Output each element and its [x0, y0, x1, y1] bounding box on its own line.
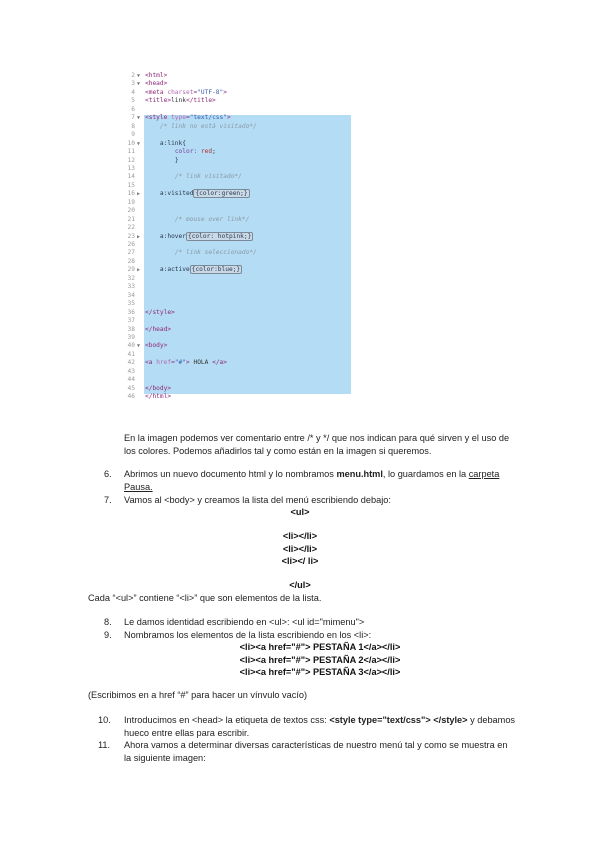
line-number: 44	[127, 376, 135, 384]
code-token: href	[156, 359, 172, 367]
code-token: a:link{	[159, 139, 186, 147]
item-6-link-pausa[interactable]: Pausa.	[124, 481, 153, 492]
line-number: 9	[131, 131, 135, 139]
line-number: 37	[127, 317, 135, 325]
line-number: 12	[127, 156, 135, 164]
code-text	[145, 72, 167, 80]
code-token: =	[193, 88, 198, 96]
code-token: {color:blue;}	[191, 266, 241, 274]
code-ul-open: <ul>	[290, 507, 310, 517]
code-token	[145, 249, 175, 256]
item-10-text-b: y debamos	[467, 715, 516, 725]
code-token: type	[171, 114, 186, 122]
line-number: 28	[127, 257, 135, 265]
code-token	[145, 173, 175, 180]
code-token: </style>	[145, 308, 175, 316]
line-number: 6	[131, 105, 135, 113]
line-number: 5	[131, 97, 135, 105]
line-number: 36	[127, 308, 135, 316]
line-number: 34	[127, 291, 135, 299]
code-token: <a	[145, 359, 157, 367]
code-token: charset	[167, 88, 194, 96]
code-token: {color:green;}	[195, 190, 248, 198]
code-text	[145, 249, 257, 257]
line-number: 15	[127, 181, 135, 189]
line-number: 45	[127, 384, 135, 392]
code-token: a:active	[159, 266, 190, 274]
item-9-text: Nombramos los elementos de la lista escribiendo en los <li>:	[124, 629, 372, 640]
line-number: 32	[127, 274, 135, 282]
code-token: </body>	[145, 384, 172, 392]
code-token: ;	[212, 148, 216, 156]
item-11-text: Ahora vamos a determinar diversas características de nuestro menú tal y como se muestra en	[124, 740, 508, 750]
code-token: =	[185, 114, 190, 122]
code-token	[145, 148, 175, 155]
code-text	[145, 173, 242, 181]
fold-open-icon: ▼	[137, 81, 141, 88]
code-text	[145, 190, 250, 198]
line-number: 39	[127, 333, 135, 341]
item-6-link-carpeta[interactable]: carpeta	[468, 469, 500, 479]
line-number: 13	[127, 164, 135, 172]
code-token: /* link seleccionado*/	[174, 249, 257, 257]
item-10-text-line-2: hueco entre ellas para escribir.	[124, 727, 250, 738]
code-token: "UTF-8"	[197, 88, 224, 96]
code-token	[145, 140, 160, 147]
code-li-3: <li></ li>	[281, 556, 319, 566]
item-10-text	[124, 714, 515, 727]
line-number: 27	[127, 249, 135, 257]
code-token	[145, 266, 160, 273]
item-9-number: 9.	[104, 629, 112, 640]
item-10-text-a: Introducimos en <head> la etiqueta de textos css:	[124, 715, 330, 725]
line-number: 29	[127, 266, 135, 274]
line-number: 26	[127, 241, 135, 248]
line-number: 43	[127, 367, 135, 375]
code-text	[145, 385, 171, 393]
code-token: HOLA	[189, 359, 213, 367]
line-number: 16	[127, 190, 135, 198]
code-token: "text/css"	[189, 114, 227, 122]
code-token: a:visited	[159, 190, 194, 198]
code-token	[145, 233, 160, 240]
line-number: 38	[127, 325, 135, 333]
code-li-2: <li></li>	[282, 543, 318, 554]
line-number: 33	[127, 283, 135, 291]
item-10-number: 10.	[98, 715, 111, 725]
item-7-text: Vamos al <body> y creamos la lista del menú escribiendo debajo:	[124, 495, 391, 505]
fold-closed-icon: ▶	[137, 267, 141, 274]
line-number: 40	[127, 342, 135, 350]
item-6-filename: menu.html	[336, 469, 383, 479]
note-line: Cada “<ul>” contiene “<li>” que son elementos de la lista.	[88, 593, 322, 603]
code-token	[145, 190, 160, 197]
code-text	[145, 89, 227, 97]
line-number: 20	[127, 207, 135, 215]
code-text	[145, 97, 216, 105]
intro-line-2: los colores. Podemos añadirlos tal y como están en la imagen si queremos.	[124, 445, 432, 456]
code-token: <body>	[145, 342, 168, 350]
line-number: 35	[127, 300, 135, 308]
code-token	[145, 123, 160, 130]
code-token: /* mouse over link*/	[174, 215, 250, 223]
fold-open-icon: ▼	[137, 73, 141, 79]
line-number: 23	[127, 232, 135, 240]
code-tab-2: <li><a href="#"> PESTAÑA 2</a></li>	[239, 654, 401, 665]
code-token: <html>	[145, 72, 168, 79]
code-text	[145, 140, 186, 148]
code-text	[145, 216, 249, 224]
code-token: <title>	[145, 97, 172, 105]
line-number: 2	[131, 72, 135, 79]
item-6-text-b: , lo guardamos en la	[382, 469, 469, 479]
fold-open-icon: ▼	[137, 115, 141, 122]
line-number: 22	[127, 224, 135, 232]
intro-line-1: En la imagen podemos ver comentario entre /* y */ que nos indican para qué sirven y el uso de	[124, 433, 510, 443]
line-number: 41	[127, 350, 135, 358]
fold-open-icon: ▼	[137, 343, 141, 350]
line-number: 14	[127, 173, 135, 181]
code-tab-1: <li><a href="#"> PESTAÑA 1</a></li>	[239, 642, 401, 652]
code-token: <meta	[145, 88, 168, 96]
item-8-text: Le damos identidad escribiendo en <ul>: <ul id="mimenu">	[124, 617, 365, 627]
fold-open-icon: ▼	[137, 140, 141, 147]
code-token: color:	[174, 148, 201, 156]
code-text	[145, 123, 257, 131]
code-text	[145, 359, 227, 367]
code-token: "#"	[174, 359, 187, 367]
line-number: 11	[127, 148, 135, 156]
code-ul-close: </ul>	[289, 580, 311, 590]
code-token	[145, 157, 175, 164]
code-text	[145, 309, 175, 317]
item-11-number: 11.	[98, 740, 111, 750]
item-10-style-tag: <style type="text/css"> </style>	[329, 715, 468, 725]
code-token: >	[223, 88, 227, 96]
code-screenshot	[124, 66, 352, 420]
code-token: <style	[145, 114, 172, 122]
code-text	[145, 326, 171, 334]
code-text	[145, 80, 167, 88]
item-6-text-line-2	[124, 481, 153, 494]
line-number: 10	[127, 139, 135, 147]
line-number: 8	[131, 122, 135, 130]
item-8-number: 8.	[104, 617, 112, 627]
code-token: </a>	[212, 359, 228, 367]
code-tab-3: <li><a href="#"> PESTAÑA 3</a></li>	[239, 667, 401, 677]
code-text	[145, 114, 231, 122]
item-7-number: 7.	[104, 495, 112, 505]
code-text	[145, 266, 242, 274]
item-11-text-line-2: la siguiente imagen:	[124, 752, 206, 763]
line-number: 19	[127, 198, 135, 206]
code-text	[145, 393, 171, 401]
code-token: </title>	[185, 97, 216, 105]
line-number: 21	[127, 215, 135, 223]
item-6-text	[124, 468, 499, 481]
code-token: {color: hotpink;}	[187, 232, 252, 240]
line-number: 3	[131, 80, 135, 88]
line-number: 4	[131, 88, 135, 96]
code-token: <head>	[145, 80, 168, 88]
code-token: </html>	[145, 393, 172, 401]
code-token: /* link no está visitado*/	[159, 122, 257, 130]
code-text	[145, 157, 179, 165]
code-token: link	[171, 97, 186, 105]
code-token: }	[174, 156, 179, 164]
code-token: >	[226, 114, 231, 122]
code-token: /* link visitado*/	[174, 173, 242, 181]
code-token: a:hover	[159, 232, 186, 240]
code-text	[145, 342, 167, 350]
line-number: 7	[131, 114, 135, 122]
code-token: =	[171, 359, 175, 367]
fold-closed-icon: ▶	[137, 233, 141, 240]
line-number: 46	[127, 393, 135, 401]
code-token: red	[200, 148, 213, 156]
code-token	[145, 216, 175, 223]
code-token: >	[186, 359, 190, 367]
code-li-1: <li></li>	[282, 531, 318, 541]
item-6-text-a: Abrimos un nuevo documento html y lo nombramos	[124, 469, 337, 479]
item-6-number: 6.	[104, 469, 112, 479]
code-token: </head>	[145, 325, 172, 333]
fold-closed-icon: ▶	[137, 191, 141, 198]
code-text	[145, 148, 216, 156]
code-text	[145, 233, 253, 241]
line-number: 42	[127, 359, 135, 367]
parenthetical-note: (Escribimos en a href “#” para hacer un vínvulo vacío)	[88, 690, 308, 700]
